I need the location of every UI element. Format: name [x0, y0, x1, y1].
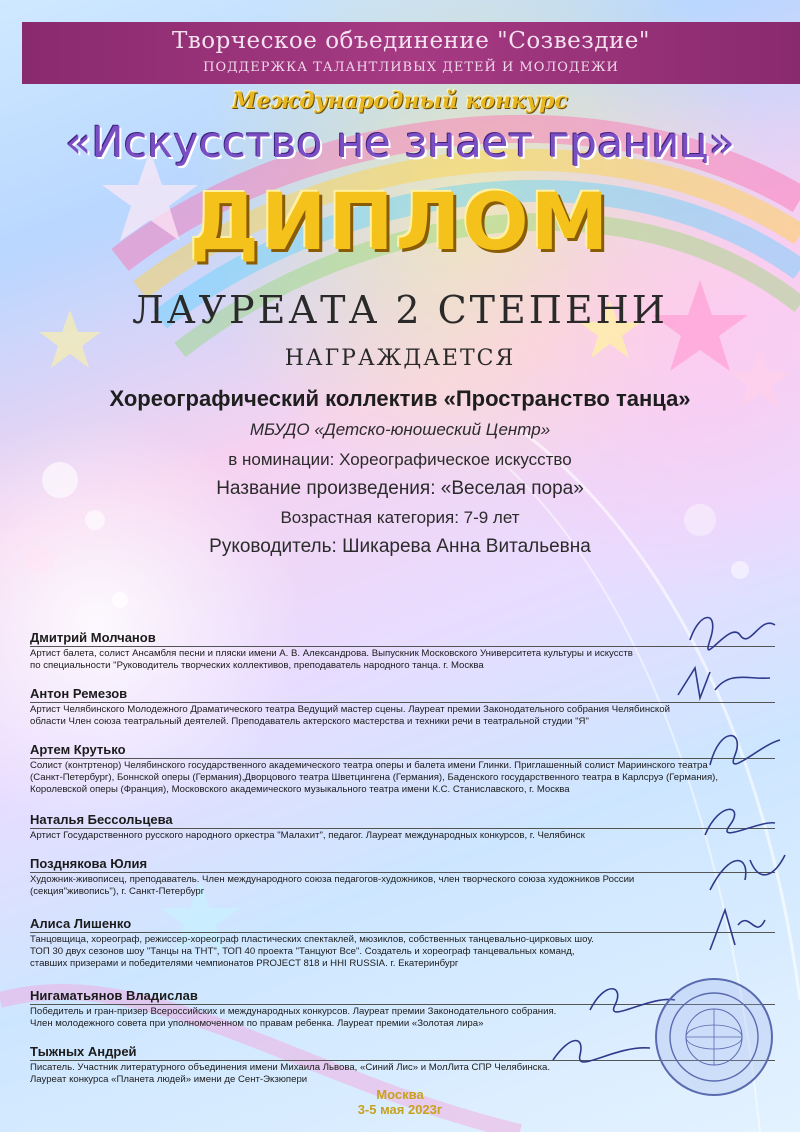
jury-name: Антон Ремезов: [30, 686, 128, 701]
jury-name: Артем Крутько: [30, 742, 126, 757]
signature-icon: [700, 840, 790, 900]
jury-description-line: по специальности "Руководитель творческих коллективов, преподаватель народного танца. г. Москва: [30, 660, 484, 671]
jury-description-line: Королевской оперы (Франция), Московского академического музыкального театра имени К.С. Станиславского, г. Москва: [30, 784, 570, 795]
signature-icon: [690, 795, 780, 845]
jury-description-line: (Санкт-Петербург), Боннской оперы (Германия),Дворцового театра Шветцингена (Германия), Баденского государственного театра в Карлсруэ (Германия),: [30, 772, 719, 783]
jury-description-line: Член молодежного совета при уполномоченном по правам ребенка. Лауреат премии «Золотая лира»: [30, 1018, 484, 1029]
jury-member: [30, 856, 775, 898]
jury-member: [30, 812, 775, 842]
signature-icon: [670, 660, 780, 710]
diploma-title: ДИПЛОМ: [189, 178, 611, 268]
jury-description-line: Художник-живописец, преподаватель. Член международного союза педагогов-художников, член творческого союза художников России: [30, 874, 635, 885]
jury-name: Тыжных Андрей: [30, 1044, 137, 1059]
jury-description-line: Победитель и гран-призер Всероссийских и международных конкурсов. Лауреат премии Законодательного собрания.: [30, 1006, 557, 1017]
sparkle-icon: [112, 592, 128, 608]
event-city: Москва: [376, 1087, 424, 1102]
contest-name: «Искусство не знает границ»: [65, 118, 735, 168]
awarded-label: НАГРАЖДАЕТСЯ: [284, 346, 516, 371]
jury-description-line: Солист (контртенор) Челябинского государственного академического театра оперы и балета имени Глинки. Приглашенный солист Мариинского театра: [30, 760, 708, 771]
winner-nomination: в номинации: Хореографическое искусство: [228, 450, 572, 469]
jury-member: [30, 686, 775, 728]
winner-name: Хореографический коллектив «Пространство танца»: [109, 386, 691, 411]
jury-description-line: Артист Челябинского Молодежного Драматического театра Ведущий мастер сцены. Лауреат премии Законодательного собрания Челябинской: [30, 704, 670, 715]
jury-name: Дмитрий Молчанов: [30, 630, 156, 645]
event-location-date: [300, 1087, 500, 1117]
event-dates: 3-5 мая 2023г: [357, 1102, 443, 1117]
signature-icon: [545, 1030, 655, 1070]
organization-subtitle: ПОДДЕРЖКА ТАЛАНТЛИВЫХ ДЕТЕЙ И МОЛОДЕЖИ: [203, 60, 619, 75]
jury-description: [30, 702, 775, 728]
winner-institution: МБУДО «Детско-юношеский Центр»: [249, 420, 551, 439]
winner-age-category: Возрастная категория: 7-9 лет: [280, 508, 520, 527]
jury-description-line: Артист Государственного русского народного оркестра "Малахит", педагог. Лауреат международных конкурсов, г. Челябинск: [30, 830, 585, 841]
jury-name: Наталья Бессольцева: [30, 812, 173, 827]
jury-description: [30, 872, 775, 898]
jury-description-line: ТОП 30 двух сезонов шоу "Танцы на ТНТ", ТОП 40 проекта "Танцуют Все". Создатель и хореограф танцевальных команд,: [30, 946, 575, 957]
jury-description-line: Танцовщица, хореограф, режиссер-хореограф пластических спектаклей, мюзиклов, собственных танцевально-цирковых шоу.: [30, 934, 594, 945]
winner-leader: Руководитель: Шикарева Анна Витальевна: [209, 536, 591, 557]
jury-name: Алиса Лишенко: [30, 916, 132, 931]
jury-member: [30, 742, 775, 796]
jury-member: [30, 630, 775, 672]
round-seal-icon: [652, 975, 777, 1100]
jury-description-line: Лауреат конкурса «Планета людей» имени де Сент-Экзюпери: [30, 1074, 308, 1085]
signature-icon: [680, 600, 780, 660]
jury-member: [30, 916, 775, 970]
contest-type: Международный конкурс: [232, 88, 568, 114]
signature-icon: [700, 900, 770, 960]
jury-description-line: Писатель. Участник литературного объединения имени Михаила Львова, «Синий Лис» и МолЛита СПР Челябинска.: [30, 1062, 550, 1073]
winner-work: Название произведения: «Веселая пора»: [216, 478, 584, 499]
jury-description-line: (секция"живопись"), г. Санкт-Петербург: [30, 886, 205, 897]
organization-name: Творческое объединение "Созвездие": [171, 28, 650, 54]
jury-description: [30, 758, 775, 796]
jury-description-line: ставших призерами и победителями чемпионатов PROJECT 818 и HHI RUSSIA. г. Екатеринбург: [30, 958, 459, 969]
jury-description-line: Артист балета, солист Ансамбля песни и пляски имени А. В. Александрова. Выпускник Московского Университета культуры и искусств: [30, 648, 633, 659]
signature-icon: [700, 720, 790, 780]
jury-description-line: области Член союза театральный деятелей. Преподаватель актерского мастерства и техники речи в театральной студии "Я": [30, 716, 589, 727]
jury-description: [30, 646, 775, 672]
diploma-degree: ЛАУРЕАТА 2 СТЕПЕНИ: [132, 288, 668, 332]
jury-name: Нигаматьянов Владислав: [30, 988, 198, 1003]
jury-description: [30, 828, 775, 842]
jury-name: Позднякова Юлия: [30, 856, 148, 871]
jury-description: [30, 932, 775, 970]
sparkle-icon: [731, 561, 749, 579]
